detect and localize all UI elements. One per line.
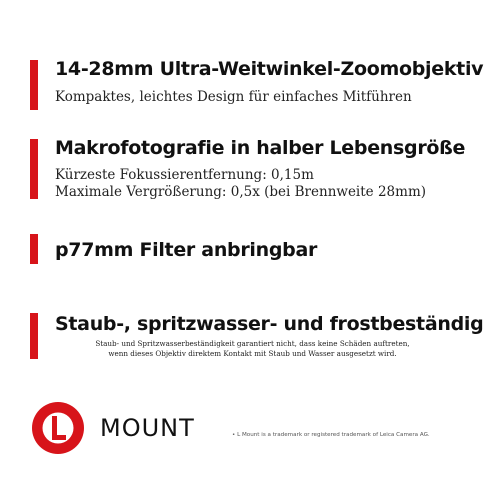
accent-bar [30,139,38,199]
feature-note-line: Staub- und Spritzwasserbeständigkeit garantiert nicht, dass keine Schäden auftreten, [95,339,410,348]
feature-detail: Maximale Vergrößerung: 0,5x (bei Brennweite 28mm) [55,184,427,200]
accent-bar [30,60,38,110]
feature-title: 14-28mm Ultra-Weitwinkel-Zoomobjektiv [55,58,484,80]
feature-macro [30,135,492,205]
feature-subtitle: Kompaktes, leichtes Design für einfaches Mitführen [55,89,412,105]
feature-detail: Kürzeste Fokussierentfernung: 0,15m [55,167,314,183]
trademark-note: • L Mount is a trademark or registered trademark of Leica Camera AG. [232,432,430,438]
feature-note [30,339,475,359]
mount-label: MOUNT [100,414,195,442]
l-mount-logo [32,402,84,454]
feature-title: Staub-, spritzwasser- und frostbeständig [55,313,484,335]
feature-filter [30,232,492,272]
feature-weather-sealing [30,311,492,361]
feature-zoom [30,56,492,114]
feature-title: Makrofotografie in halber Lebensgröße [55,137,466,159]
feature-note-line: wenn dieses Objektiv direktem Kontakt mit Staub und Wasser ausgesetzt wird. [108,349,397,358]
feature-title: p77mm Filter anbringbar [55,239,318,261]
l-mount-logo-icon [32,402,84,454]
accent-bar [30,234,38,264]
